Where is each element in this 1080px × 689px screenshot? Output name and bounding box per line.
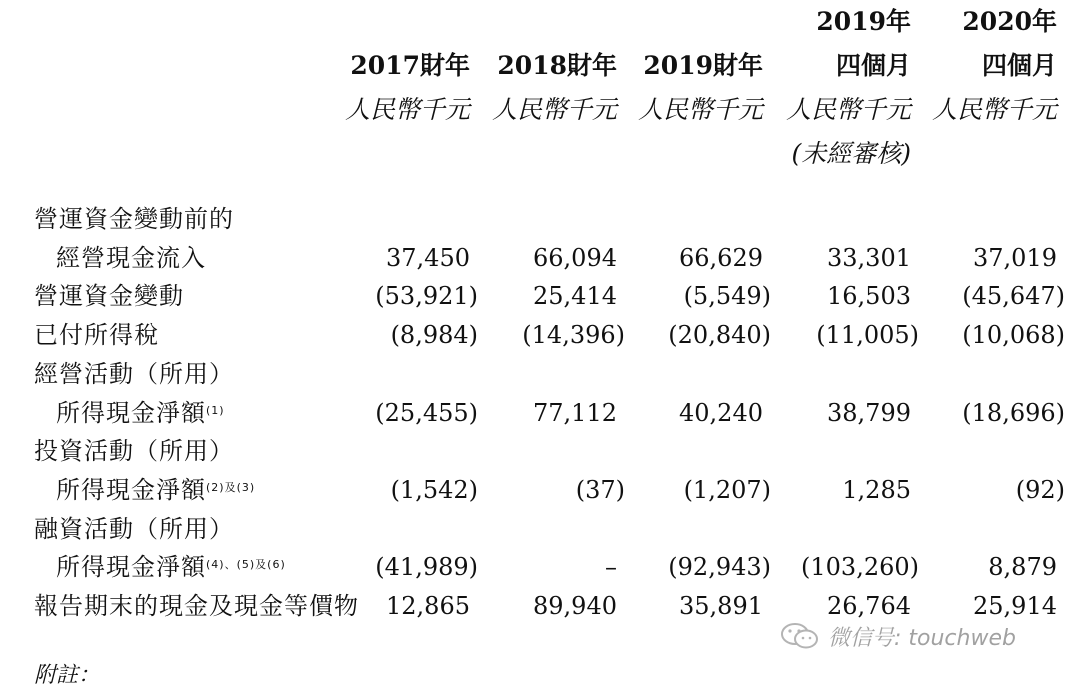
table-cell: 77,112 bbox=[533, 398, 617, 427]
table-cell: 66,094 bbox=[533, 243, 617, 272]
table-cell: 26,764 bbox=[827, 592, 911, 620]
column-header-2020-4m bbox=[907, 0, 1057, 132]
footnote-reference: (2)及(3) bbox=[206, 480, 256, 494]
table-cell: (1,207) bbox=[683, 475, 771, 504]
row-label bbox=[56, 239, 206, 277]
table-cell: 35,891 bbox=[679, 592, 763, 620]
table-cell: (103,260) bbox=[801, 553, 919, 582]
table-cell: 37,450 bbox=[386, 243, 470, 272]
table-row bbox=[0, 277, 1080, 315]
row-label bbox=[56, 471, 255, 509]
column-currency: 人民幣千元 bbox=[785, 95, 911, 124]
row-label-text: 經營活動（所用） bbox=[34, 359, 234, 388]
table-row bbox=[0, 471, 1080, 509]
column-year-line1 bbox=[467, 0, 617, 44]
table-cell: 25,914 bbox=[973, 592, 1057, 620]
row-label bbox=[34, 200, 234, 238]
table-cell: (92) bbox=[1015, 475, 1065, 504]
table-cell: 8,879 bbox=[988, 553, 1057, 582]
row-label-text: 投資活動（所用） bbox=[34, 437, 234, 466]
column-currency: 人民幣千元 bbox=[931, 95, 1057, 124]
column-year-line1: 2019年 bbox=[816, 7, 911, 36]
row-label-text: 所得現金淨額 bbox=[56, 398, 206, 427]
table-cell: 33,301 bbox=[827, 243, 911, 272]
table-row bbox=[0, 510, 1080, 548]
table-row bbox=[0, 548, 1080, 586]
table-cell: 12,865 bbox=[386, 592, 470, 620]
row-label bbox=[34, 277, 184, 315]
column-year-line1 bbox=[320, 0, 470, 44]
row-label-text: 已付所得稅 bbox=[34, 321, 159, 350]
table-cell: (10,068) bbox=[962, 321, 1065, 350]
table-row bbox=[0, 394, 1080, 432]
table-cell: (45,647) bbox=[962, 282, 1065, 311]
table-cell: 66,629 bbox=[679, 243, 763, 272]
column-year-line2: 2018財年 bbox=[497, 51, 617, 80]
table-row bbox=[0, 200, 1080, 238]
row-label-text: 所得現金淨額 bbox=[56, 553, 206, 582]
table-cell: 40,240 bbox=[679, 398, 763, 427]
table-cell: – bbox=[605, 553, 617, 582]
column-year-line2: 2019財年 bbox=[643, 51, 763, 80]
row-label bbox=[34, 355, 234, 393]
table-row bbox=[0, 239, 1080, 277]
table-cell: (8,984) bbox=[390, 321, 478, 350]
column-header-2018 bbox=[467, 0, 617, 132]
row-label-text: 融資活動（所用） bbox=[34, 514, 234, 543]
column-currency: 人民幣千元 bbox=[637, 95, 763, 124]
table-cell: (1,542) bbox=[390, 475, 478, 504]
table-cell: (20,840) bbox=[668, 321, 771, 350]
row-label bbox=[34, 510, 234, 548]
footnote-reference: (1) bbox=[206, 403, 225, 417]
table-cell: (25,455) bbox=[375, 398, 478, 427]
column-year-line1 bbox=[613, 0, 763, 44]
table-cell: 16,503 bbox=[827, 282, 911, 311]
table-cell: (92,943) bbox=[668, 553, 771, 582]
column-currency: 人民幣千元 bbox=[344, 95, 470, 124]
watermark-text: 微信号: touchweb bbox=[828, 625, 1016, 651]
table-cell: 1,285 bbox=[842, 475, 911, 504]
table-cell: 25,414 bbox=[533, 282, 617, 311]
table-cell: (14,396) bbox=[522, 321, 625, 350]
watermark bbox=[780, 616, 1016, 656]
row-label bbox=[56, 394, 225, 432]
column-year-line1: 2020年 bbox=[962, 7, 1057, 36]
table-cell: 38,799 bbox=[827, 398, 911, 427]
column-note: (未經審核) bbox=[791, 139, 911, 168]
table-row bbox=[0, 432, 1080, 470]
row-label bbox=[34, 432, 234, 470]
table-cell: (37) bbox=[575, 475, 625, 504]
table-cell: (41,989) bbox=[375, 553, 478, 582]
footnote-heading: 附註： bbox=[34, 663, 101, 688]
table-cell: (11,005) bbox=[816, 321, 919, 350]
row-label bbox=[56, 548, 286, 586]
row-label bbox=[34, 316, 159, 354]
row-label-text: 營運資金變動 bbox=[34, 282, 184, 311]
row-label-text: 經營現金流入 bbox=[56, 243, 206, 272]
column-header-2019-4m bbox=[761, 0, 911, 176]
column-year-line2: 2017財年 bbox=[350, 51, 470, 80]
table-cell: 89,940 bbox=[533, 592, 617, 620]
wechat-icon bbox=[780, 621, 820, 651]
column-header-2017 bbox=[320, 0, 470, 132]
table-cell: (5,549) bbox=[683, 282, 771, 311]
table-cell: (53,921) bbox=[375, 282, 478, 311]
row-label-text: 營運資金變動前的 bbox=[34, 205, 234, 233]
column-year-line2: 四個月 bbox=[835, 51, 911, 80]
row-label bbox=[34, 587, 359, 625]
table-cell: (18,696) bbox=[962, 398, 1065, 427]
table-row bbox=[0, 316, 1080, 354]
row-label-text: 所得現金淨額 bbox=[56, 475, 206, 504]
row-label-text: 報告期末的現金及現金等價物 bbox=[34, 592, 359, 620]
table-row bbox=[0, 355, 1080, 393]
column-currency: 人民幣千元 bbox=[491, 95, 617, 124]
column-header-2019 bbox=[613, 0, 763, 132]
footnote-reference: (4)、(5)及(6) bbox=[206, 558, 286, 572]
column-year-line2: 四個月 bbox=[981, 51, 1057, 80]
table-cell: 37,019 bbox=[973, 243, 1057, 272]
